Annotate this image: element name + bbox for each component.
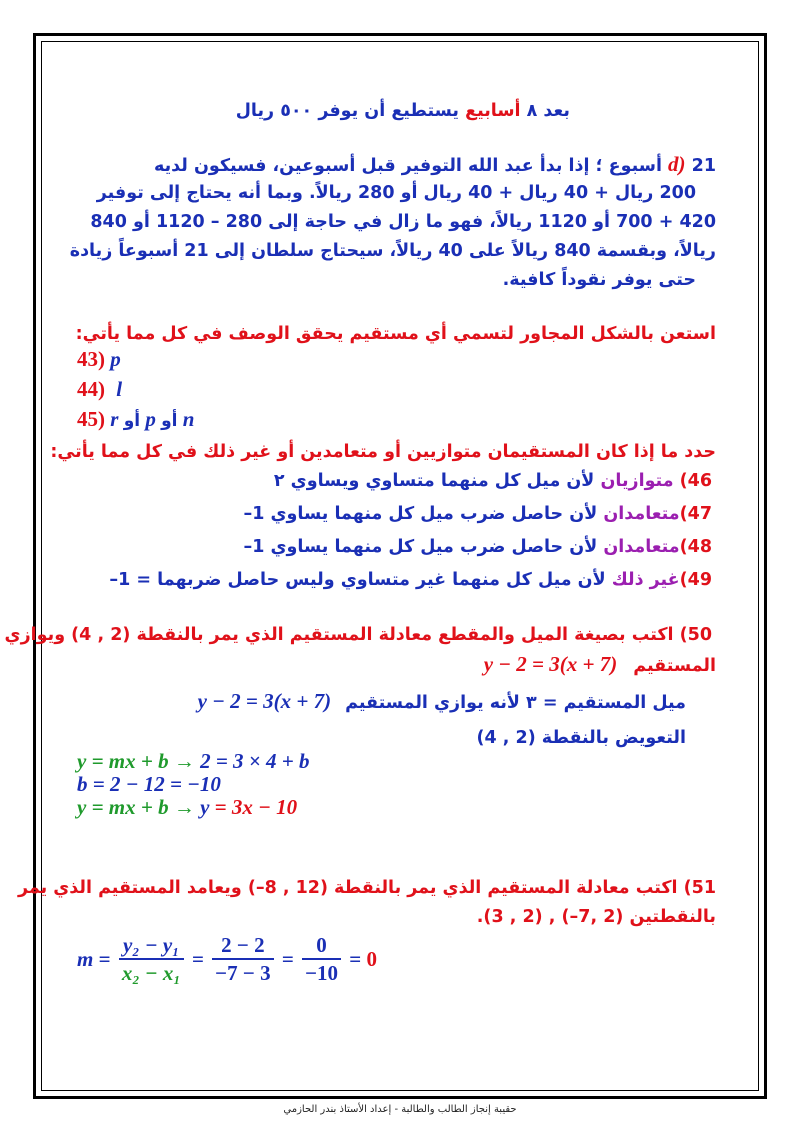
q50-eq1-arrow: →	[173, 749, 195, 773]
q45-or-2: أو	[161, 411, 178, 431]
part-d-line-1	[154, 153, 716, 177]
q48-number: 48)	[679, 537, 712, 557]
footer-text: حقيبة إنجاز الطالب والطالبة - إعداد الأستاذ بندر الحازمي	[283, 1104, 517, 1115]
q48-key: متعامدان	[603, 537, 680, 557]
q50-substitution-line	[476, 727, 686, 749]
q50-eq2-text: b = 2 − 12 = −10	[77, 772, 221, 796]
q47-key: متعامدان	[603, 504, 680, 524]
q51-result: 0	[366, 947, 377, 971]
q43-prompt-text: استعن بالشكل المجاور لتسمي أي مستقيم يحقق الوصف في كل مما يأتي:	[75, 324, 716, 344]
q49-text: لأن ميل كل منهما غير متساوي وليس حاصل ضربهما = 1–	[109, 570, 606, 590]
q50-line-2	[484, 653, 716, 677]
q51-den-2: −7 − 3	[215, 961, 271, 985]
q49-number: 49)	[679, 570, 712, 590]
part-d-line-3	[90, 211, 716, 233]
answer-47	[243, 503, 712, 525]
q51-equals-4: =	[349, 947, 362, 971]
q44-number: 44)	[77, 377, 105, 401]
answer-48	[243, 536, 712, 558]
q45-r: r	[110, 407, 119, 431]
header-line	[236, 100, 570, 122]
answer-44	[77, 378, 122, 400]
q47-text: لأن حاصل ضرب ميل كل منهما يساوي 1–	[243, 504, 598, 524]
q50-text-1: 50) اكتب بصيغة الميل والمقطع معادلة المستقيم الذي يمر بالنقطة (2 , 4) ويوازي	[4, 625, 712, 645]
q51-num-3: 0	[302, 932, 341, 960]
q51-equals-1: =	[98, 947, 111, 971]
q46-number: 46)	[679, 471, 712, 491]
q51-text-1: 51) اكتب معادلة المستقيم الذي يمر بالنقطة (12 , 8–) ويعامد المستقيم الذي يمر	[17, 878, 716, 898]
q50-eq3-arrow: →	[173, 795, 195, 819]
part-d-text-5: حتى يوفر نقوداً كافية.	[502, 270, 696, 290]
header-text: بعد ٨ أسابيع يستطيع أن يوفر ٥٠٠ ريال	[235, 101, 570, 121]
q51-line-2	[477, 906, 716, 928]
answer-45	[77, 408, 194, 432]
q51-num-2: 2 − 2	[212, 932, 273, 960]
q51-line-1	[18, 877, 716, 899]
q51-den-3: −10	[305, 961, 339, 985]
q43-number: 43)	[77, 347, 105, 371]
q46-key: متوازيان	[600, 471, 674, 491]
q44-value: l	[116, 377, 123, 401]
footer	[0, 1104, 800, 1115]
q46-text: لأن ميل كل منهما متساوي ويساوي ٢	[273, 471, 595, 491]
q50-sub-text: التعويض بالنقطة (2 , 4)	[476, 728, 686, 748]
q51-m: m	[77, 947, 94, 971]
part-d-line-4	[70, 240, 716, 262]
q46-prompt	[50, 441, 716, 463]
q51-fraction-1	[119, 932, 184, 986]
header-red-word: أسابيع	[465, 101, 521, 121]
q50-slope-equation: y − 2 = 3(x + 7)	[197, 689, 332, 713]
q50-eq3-y: y	[200, 795, 210, 819]
answer-46	[274, 470, 712, 492]
part-d-text-2: 200 ريال + 40 ريال + 40 ريال أو 280 ريالاً. وبما أنه يحتاج إلى توفير	[96, 183, 696, 203]
q50-eq1-lhs: y = mx + b	[77, 749, 169, 773]
q50-slope-line	[198, 690, 686, 714]
part-d-label: d)	[668, 152, 686, 176]
q43-value: p	[110, 347, 121, 371]
q50-equation: y − 2 = 3(x + 7)	[483, 652, 618, 676]
q50-eq1-rhs: 2 = 3 × 4 + b	[200, 749, 310, 773]
q50-line2-label: المستقيم	[633, 656, 716, 676]
q45-or-1: أو	[123, 411, 141, 431]
q50-eq-1	[77, 750, 310, 772]
part-d-text-4: ريالاً، وبقسمة 840 ريالاً على 40 ريالاً، سيحتاج سلطان إلى 21 أسبوعاً زيادة	[69, 241, 716, 261]
q50-eq-2	[77, 773, 221, 795]
q50-eq-3	[77, 796, 297, 818]
q50-eq3-rhs: = 3x − 10	[214, 795, 298, 819]
q51-fraction-3	[302, 932, 341, 986]
part-d-line-2	[97, 182, 696, 204]
q50-slope-text: ميل المستقيم = ٣ لأنه يوازي المستقيم	[345, 693, 686, 713]
part-d-line-5	[503, 269, 696, 291]
q46-prompt-text: حدد ما إذا كان المستقيمان متوازيين أو متعامدين أو غير ذلك في كل مما يأتي:	[50, 442, 716, 462]
answer-49	[109, 569, 712, 591]
q47-number: 47)	[679, 504, 712, 524]
q45-p: p	[145, 407, 156, 431]
q49-key: غير ذلك	[611, 570, 680, 590]
q43-prompt	[76, 323, 716, 345]
q51-den-1: x₂ − x₁	[121, 961, 181, 985]
q50-eq3-lhs: y = mx + b	[77, 795, 169, 819]
q51-slope-formula	[77, 932, 377, 986]
part-d-text-1: 21 أسبوع ؛ إذا بدأ عبد الله التوفير قبل أسبوعين، فسيكون لديه	[153, 156, 716, 176]
q45-number: 45)	[77, 407, 105, 431]
q51-fraction-2	[212, 932, 273, 986]
q51-text-2: بالنقطتين (2 ,7–) , (2 , 3).	[476, 907, 716, 927]
q45-n: n	[182, 407, 195, 431]
q50-line-1	[5, 624, 712, 646]
answer-43	[77, 348, 121, 370]
part-d-text-3: 420 + 700 أو 1120 ريالاً، فهو ما زال في حاجة إلى 280 – 1120 أو 840	[90, 212, 716, 232]
q51-equals-2: =	[191, 947, 204, 971]
q51-equals-3: =	[281, 947, 294, 971]
q51-num-1: y₂ − y₁	[119, 932, 184, 960]
q48-text: لأن حاصل ضرب ميل كل منهما يساوي 1–	[243, 537, 598, 557]
